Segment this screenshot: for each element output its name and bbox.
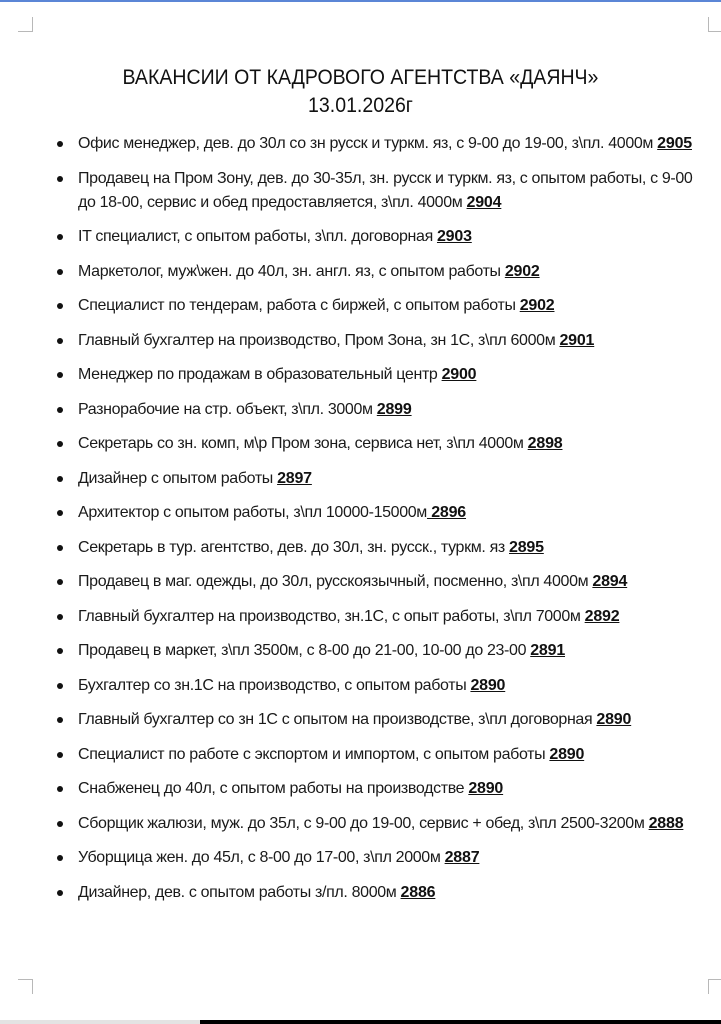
bullet-icon — [57, 717, 63, 723]
vacancy-description: Бухгалтер со зн.1С на производство, с опытом работы — [78, 676, 471, 694]
bottom-scroll-track — [0, 1020, 200, 1024]
vacancy-item — [55, 398, 705, 422]
vacancy-description: IT специалист, с опытом работы, з\пл. договорная — [78, 228, 437, 245]
vacancy-code-link[interactable]: 2903 — [436, 228, 472, 245]
vacancy-description: Уборщица жен. до 45л, с 8-00 до 17-00, з\пл 2000м — [78, 849, 445, 866]
bullet-icon — [57, 752, 63, 758]
vacancy-code-link[interactable]: 2902 — [519, 297, 555, 314]
vacancy-code-link[interactable]: 2897 — [277, 469, 312, 487]
document-title — [25, 64, 696, 120]
bullet-icon — [57, 234, 63, 240]
vacancy-item — [55, 467, 705, 491]
vacancy-code-link[interactable]: 2895 — [509, 538, 544, 556]
page-margin-mark-top-left — [18, 17, 33, 32]
vacancy-item — [55, 743, 705, 767]
bullet-icon — [57, 545, 63, 551]
vacancy-description: Дизайнер с опытом работы — [78, 469, 278, 487]
vacancy-code-link[interactable]: 2891 — [530, 642, 566, 659]
vacancy-item — [55, 501, 705, 525]
vacancy-description: Главный бухгалтер на производство, зн.1С, с опыт работы, з\пл 7000м — [78, 607, 585, 625]
bullet-icon — [57, 683, 63, 689]
bullet-icon — [57, 786, 63, 792]
vacancy-item — [55, 777, 705, 801]
vacancy-description: Архитектор с опытом работы, з\пл 10000-15000м — [78, 504, 427, 521]
vacancy-description: Менеджер по продажам в образовательный центр — [78, 366, 442, 383]
vacancy-code-link[interactable]: 2896 — [426, 504, 467, 521]
bullet-icon — [57, 176, 63, 182]
vacancy-description: Продавец на Пром Зону, дев. до 30-35л, зн. русск и туркм. яз, с опытом работы, с 9-00 до 18-00, сервис и обед предоставляется, з\пл. 4000м — [78, 169, 693, 211]
vacancy-code-link[interactable]: 2890 — [549, 745, 585, 763]
vacancy-code-link[interactable]: 2901 — [559, 331, 595, 349]
window-top-accent — [0, 0, 721, 2]
bullet-icon — [57, 579, 63, 585]
vacancy-description: Секретарь в тур. агентство, дев. до 30л, зн. русск., туркм. яз — [78, 538, 509, 556]
bullet-icon — [57, 821, 63, 827]
vacancy-item — [55, 363, 705, 387]
vacancy-code-link[interactable]: 2890 — [470, 676, 506, 694]
vacancy-code-link[interactable]: 2892 — [584, 607, 620, 625]
vacancy-code-link[interactable]: 2886 — [400, 883, 436, 901]
vacancy-description: Главный бухгалтер со зн 1С с опытом на производстве, з\пл договорная — [78, 711, 597, 728]
bullet-icon — [57, 441, 63, 447]
vacancy-description: Специалист по тендерам, работа с биржей, с опытом работы — [78, 297, 520, 314]
title-date: 13.01.2026г — [308, 94, 413, 117]
bullet-icon — [57, 269, 63, 275]
vacancy-code-link[interactable]: 2888 — [648, 814, 684, 832]
vacancy-code-link[interactable]: 2890 — [596, 711, 632, 728]
vacancy-item — [55, 260, 705, 284]
page-margin-mark-bottom-left — [18, 979, 33, 994]
bullet-icon — [57, 476, 63, 482]
vacancy-item — [55, 167, 705, 215]
vacancy-item — [55, 881, 705, 905]
vacancy-description: Специалист по работе с экспортом и импортом, с опытом работы — [78, 745, 550, 763]
vacancy-item — [55, 294, 705, 318]
vacancy-description: Снабженец до 40л, с опытом работы на производстве — [78, 780, 469, 797]
vacancy-list — [55, 132, 705, 915]
page-margin-mark-bottom-right — [708, 979, 721, 994]
page-margin-mark-top-right — [708, 17, 721, 32]
bullet-icon — [57, 141, 63, 147]
bullet-icon — [57, 510, 63, 516]
bullet-icon — [57, 855, 63, 861]
vacancy-description: Секретарь со зн. комп, м\р Пром зона, сервиса нет, з\пл 4000м — [78, 435, 528, 452]
vacancy-item — [55, 225, 705, 249]
vacancy-item — [55, 639, 705, 663]
bullet-icon — [57, 614, 63, 620]
vacancy-code-link[interactable]: 2894 — [592, 573, 628, 590]
vacancy-description: Дизайнер, дев. с опытом работы з/пл. 8000м — [78, 883, 401, 901]
vacancy-description: Главный бухгалтер на производство, Пром Зона, зн 1С, з\пл 6000м — [78, 331, 560, 349]
vacancy-item — [55, 432, 705, 456]
vacancy-code-link[interactable]: 2905 — [657, 135, 692, 152]
bullet-icon — [57, 890, 63, 896]
vacancy-item — [55, 846, 705, 870]
title-agency: ВАКАНСИИ ОТ КАДРОВОГО АГЕНТСТВА «ДАЯНЧ» — [122, 66, 599, 89]
vacancy-description: Сборщик жалюзи, муж. до 35л, с 9-00 до 19-00, сервис + обед, з\пл 2500-3200м — [78, 814, 649, 832]
bullet-icon — [57, 648, 63, 654]
vacancy-item — [55, 329, 705, 353]
vacancy-description: Маркетолог, муж\жен. до 40л, зн. англ. яз, с опытом работы — [78, 262, 505, 280]
vacancy-description: Разнорабочие на стр. объект, з\пл. 3000м — [78, 400, 377, 418]
vacancy-code-link[interactable]: 2904 — [466, 193, 502, 211]
bottom-navigation-bar — [200, 1020, 721, 1024]
vacancy-item — [55, 605, 705, 629]
vacancy-item — [55, 536, 705, 560]
bullet-icon — [57, 407, 63, 413]
vacancy-item — [55, 812, 705, 836]
vacancy-code-link[interactable]: 2900 — [441, 366, 477, 383]
vacancy-item — [55, 570, 705, 594]
bullet-icon — [57, 338, 63, 344]
vacancy-code-link[interactable]: 2899 — [376, 400, 412, 418]
bullet-icon — [57, 303, 63, 309]
vacancy-description: Офис менеджер, дев. до 30л со зн русск и туркм. яз, с 9-00 до 19-00, з\пл. 4000м — [78, 135, 658, 152]
vacancy-item — [55, 708, 705, 732]
vacancy-code-link[interactable]: 2902 — [504, 262, 540, 280]
vacancy-item — [55, 132, 705, 156]
vacancy-description: Продавец в маркет, з\пл 3500м, с 8-00 до 21-00, 10-00 до 23-00 — [78, 642, 531, 659]
bullet-icon — [57, 372, 63, 378]
vacancy-item — [55, 674, 705, 698]
vacancy-description: Продавец в маг. одежды, до 30л, русскоязычный, посменно, з\пл 4000м — [78, 573, 593, 590]
vacancy-code-link[interactable]: 2887 — [444, 849, 480, 866]
vacancy-code-link[interactable]: 2898 — [527, 435, 563, 452]
vacancy-code-link[interactable]: 2890 — [468, 780, 504, 797]
